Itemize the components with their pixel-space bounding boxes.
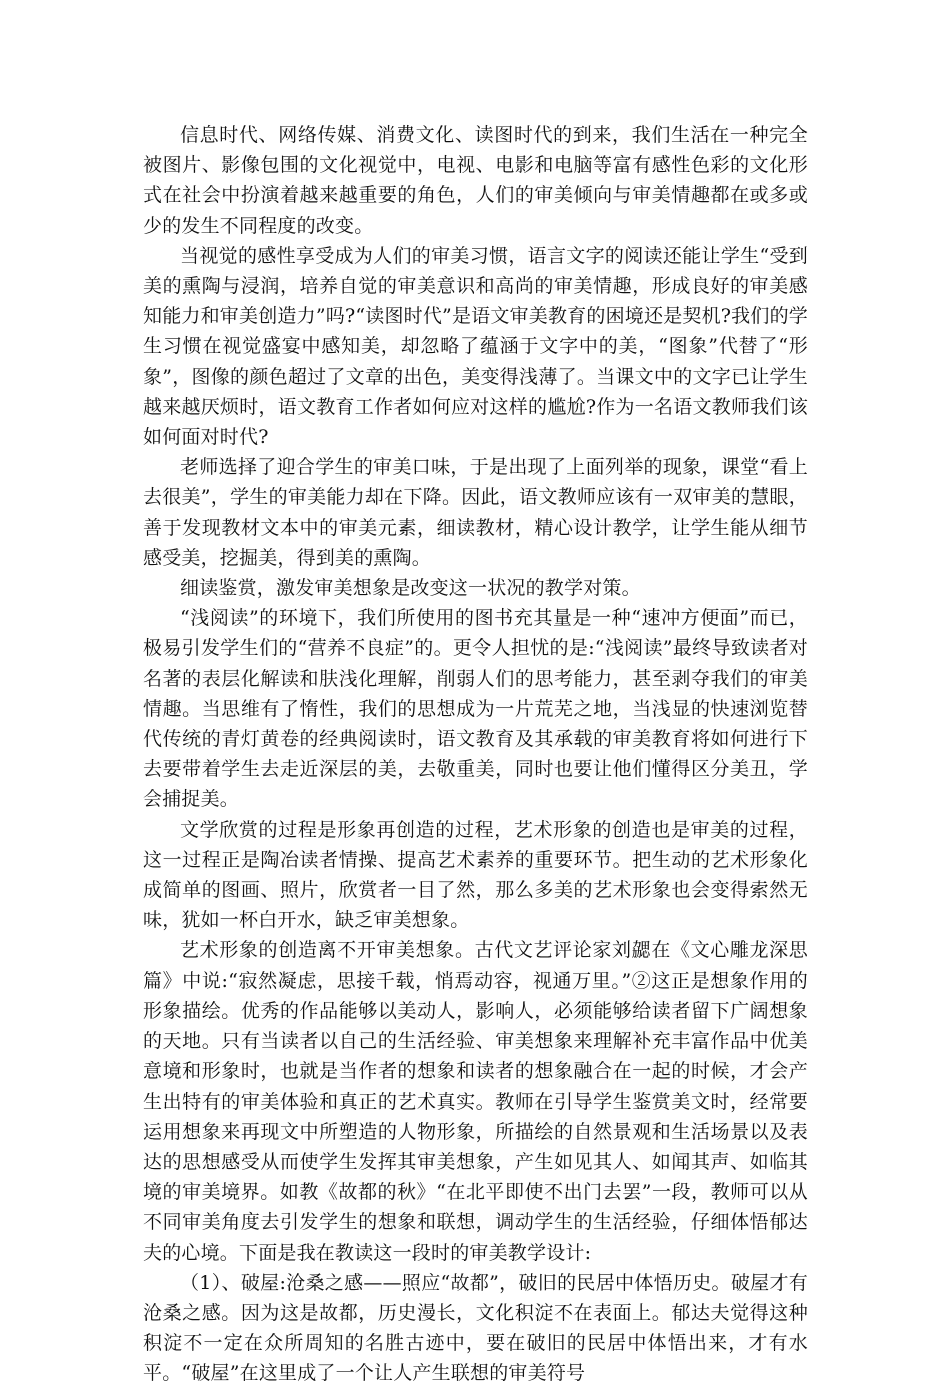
paragraph: 艺术形象的创造离不开审美想象。古代文艺评论家刘勰在《文心雕龙深思篇》中说:“寂然凝虑，思接千载，悄焉动容，视通万里。”②这正是想象作用的形象描绘。优秀的作品能够以美动人，影响人，必须能够给读者留下广阔想象的天地。只有当读者以自己的生活经验、审美想象来理解补充丰富作品中优美意境和形象时，也就是当作者的想象和读者的想象融合在一起的时候，才会产生出特有的审美体验和真正的艺术真实。教师在引导学生鉴赏美文时，经常要运用想象来再现文中所塑造的人物形象，所描绘的自然景观和生活场景以及表达的思想感受从而使学生发挥其审美想象，产生如见其人、如闻其声、如临其境的审美境界。如教《故都的秋》“在北平即使不出门去罢”一段，教师可以从不同审美角度去引发学生的想象和联想，调动学生的生活经验，仔细体悟郁达夫的心境。下面是我在教读这一段时的审美教学设计:	[143, 939, 808, 1264]
paragraph: 文学欣赏的过程是形象再创造的过程，艺术形象的创造也是审美的过程，这一过程正是陶冶读者情操、提高艺术素养的重要环节。把生动的艺术形象化成简单的图画、照片，欣赏者一目了然，那么多美的艺术形象也会变得索然无味，犹如一杯白开水，缺乏审美想象。	[143, 818, 808, 932]
paragraph: “浅阅读”的环境下，我们所使用的图书充其量是一种“速冲方便面”而已，极易引发学生们的“营养不良症”的。更令人担忧的是:“浅阅读”最终导致读者对名著的表层化解读和肤浅化理解，削弱人们的思考能力，甚至剥夺我们的审美情趣。当思维有了惰性，我们的思想成为一片荒芜之地，当浅显的快速浏览替代传统的青灯黄卷的经典阅读时，语文教育及其承载的审美教育将如何进行下去要带着学生去走近深层的美，去敬重美，同时也要让他们懂得区分美丑，学会捕捉美。	[143, 607, 808, 811]
paragraph: 老师选择了迎合学生的审美口味，于是出现了上面列举的现象，课堂“看上去很美”，学生的审美能力却在下降。因此，语文教师应该有一双审美的慧眼，善于发现教材文本中的审美元素，细读教材，精心设计教学，让学生能从细节感受美，挖掘美，得到美的熏陶。	[143, 456, 808, 569]
article-body	[143, 120, 808, 1389]
paragraph: 当视觉的感性享受成为人们的审美习惯，语言文字的阅读还能让学生“受到美的熏陶与浸润，培养自觉的审美意识和高尚的审美情趣，形成良好的审美感知能力和审美创造力”吗?“读图时代”是语文审美教育的困境还是契机?我们的学生习惯在视觉盛宴中感知美，却忽略了蕴涵于文字中的美，“图象”代替了“形象”，图像的颜色超过了文章的出色，美变得浅薄了。当课文中的文字已让学生越来越厌烦时，语文教育工作者如何应对这样的尴尬?作为一名语文教师我们该如何面对时代?	[143, 244, 808, 449]
paragraph: （1）、破屋:沧桑之感——照应“故都”，破旧的民居中体悟历史。破屋才有沧桑之感。因为这是故都，历史漫长，文化积淀不在表面上。郁达夫觉得这种积淀不一定在众所周知的名胜古迹中，要在破旧的民居中体悟出来，才有水平。“破屋”在这里成了一个让人产生联想的审美符号	[143, 1271, 808, 1385]
paragraph: 细读鉴赏，激发审美想象是改变这一状况的教学对策。	[180, 577, 641, 600]
paragraph: 信息时代、网络传媒、消费文化、读图时代的到来，我们生活在一种完全被图片、影像包围的文化视觉中，电视、电影和电脑等富有感性色彩的文化形式在社会中扮演着越来越重要的角色，人们的审美倾向与审美情趣都在或多或少的发生不同程度的改变。	[143, 124, 808, 237]
